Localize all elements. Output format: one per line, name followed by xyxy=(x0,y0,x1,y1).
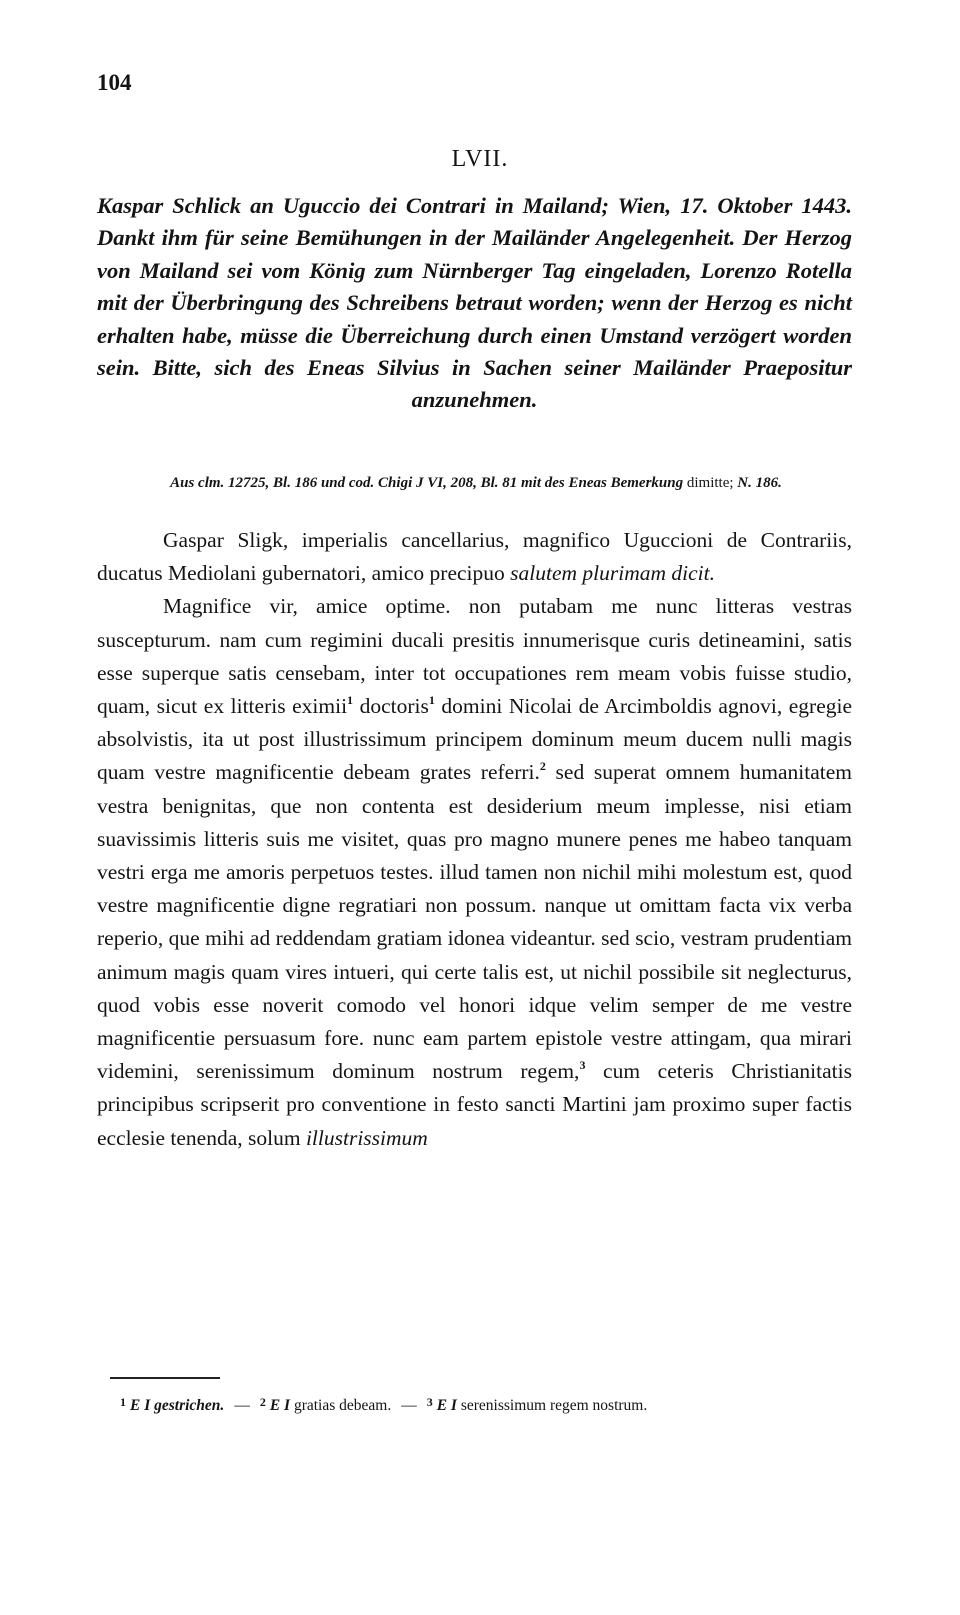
letter-segment-6: illustrissimum xyxy=(305,1125,428,1150)
footnote-text: gratias debeam. xyxy=(293,1397,392,1414)
page-number: 104 xyxy=(97,70,132,95)
letter-segment-5: cum ceteris Christianitatis principibus scripserit pro conventione in festo sancti Martini jam proximo super factis ecclesie tenenda, solum xyxy=(97,1059,852,1150)
footnote-label: E I xyxy=(436,1397,457,1414)
document-number: LVII. xyxy=(451,146,509,172)
footnote-text: serenissimum regem nostrum. xyxy=(460,1397,648,1414)
letter-segment-4: sed superat omnem humanitatem vestra benignitas, que non contenta est desiderium meum implesse, nisi etiam suavissimis litteris suis me visitet, quas pro magno munere penes me habeo tanquam vestri erga me amoris perpetuos testes. illud tamen non nichil mihi molestum est, quod vestre magnificentie digne regratiari non possum. nanque ut omittam facta vix verba reperio, que mihi ad reddendam gratiam idonea videantur. sed scio, vestram prudentiam animum magis quam vires intueri, qui certe talis est, ut nichil possibile sit neglecturus, quod vobis esse noverit comodo vel honori idque velim semper de me vestre magnificentie persuasum fore. nunc eam partem epistole vestre attingam, qua mirari videmini, serenissimum dominum nostrum regem, xyxy=(97,760,853,1084)
footnote-number: 1 xyxy=(120,1395,126,1409)
footnote-label: E I xyxy=(269,1397,291,1414)
letter-body xyxy=(97,524,852,1155)
footnote-number: 3 xyxy=(426,1395,433,1409)
footnote-marker-1: 1 xyxy=(347,693,354,708)
letter-paragraph xyxy=(97,590,852,1154)
footnote-separator: — xyxy=(234,1397,250,1414)
footnote-text: gestrichen. xyxy=(154,1397,225,1414)
letter-address xyxy=(97,524,852,590)
address-closing: salutem plurimam dicit. xyxy=(510,561,715,586)
footnote-label: E I xyxy=(130,1397,151,1414)
letter-segment-2: doctoris xyxy=(353,694,429,719)
letter-segment-1: Magnifice vir, amice optime. non putabam me nunc litteras vestras suscepturum. nam cum regimini ducali presitis innumerisque curis detineamini, satis esse superque satis censebam, inter tot occupationes rem meam vobis fuisse studio, quam, sicut ex litteris eximii xyxy=(97,594,852,719)
source-note-reference: Aus clm. 12725, Bl. 186 und cod. Chigi J VI, 208, Bl. 81 mit des Eneas Bemerkung xyxy=(170,475,684,491)
source-note xyxy=(100,471,852,495)
footnote-number: 2 xyxy=(259,1395,266,1409)
letter-segment-3: domini Nicolai de Arcimboldis agnovi, egregie absolvistis, ita ut post illustrissimum principem dominum meum ducem nulli magis quam vestre magnificentie debeam grates referri. xyxy=(97,694,852,785)
source-note-quote: dimitte; xyxy=(683,475,738,491)
footnote-separator: — xyxy=(401,1397,417,1414)
footnote-marker-3: 3 xyxy=(579,1058,586,1073)
footnotes xyxy=(120,1390,852,1418)
footnote-marker-2: 2 xyxy=(539,759,546,774)
footnote-divider xyxy=(110,1377,220,1379)
regest-summary: Kaspar Schlick an Uguccio dei Contrari in Mailand; Wien, 17. Oktober 1443. Dankt ihm für seine Bemühungen in der Mailänder Angelegenheit. Der Herzog von Mailand sei vom König zum Nürnberger Tag eingeladen, Lorenzo Rotella mit der Überbringung des Schreibens betraut worden; wenn der Herzog es nicht erhalten habe, müsse die Überreichung durch einen Umstand verzögert worden sein. Bitte, sich des Eneas Silvius in Sachen seiner Mailänder Praepositur anzunehmen. xyxy=(97,193,852,413)
address-text: Gaspar Sligk, imperialis cancellarius, magnifico Uguccioni de Contrariis, ducatus Mediolani gubernatori, amico precipuo xyxy=(97,528,852,586)
footnote-marker-1b: 1 xyxy=(428,693,435,708)
source-note-number: N. 186. xyxy=(737,475,782,491)
